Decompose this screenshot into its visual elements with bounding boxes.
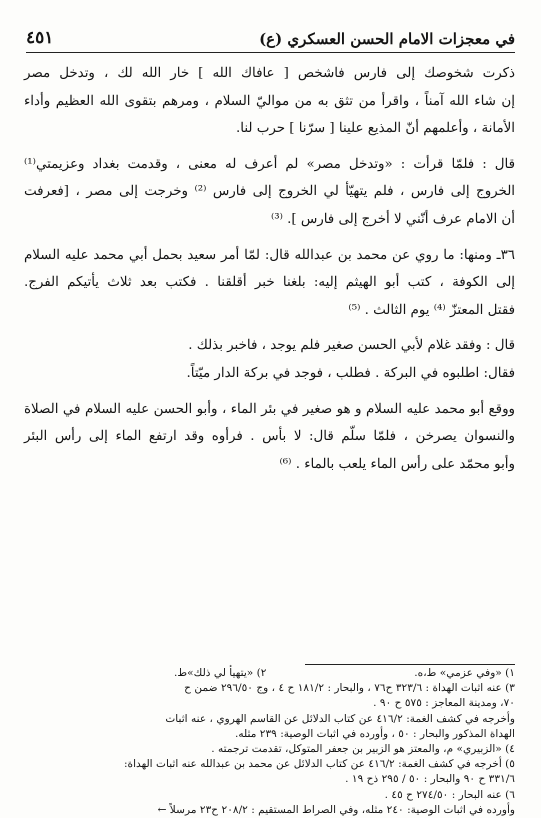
body-line: إن شاء الله آمناً ، واقرأ من تثق به من مواليّ السلام ، ومرهم بتقوى الله العظيم وأداء [24,93,515,109]
body-line: فقتل المعتزّ ⁽⁴⁾ يوم الثالث . ⁽⁵⁾ [348,302,515,318]
footnote-3-cont: الهداة المذكور والبحار : ٥٠ ، وأورده في اثبات الوصية: ٢٣٩ مثله. [234,727,515,740]
body-line: فقال: اطلبوه في البركة . فطلب ، فوجد في بركة الدار ميّتاً. [186,365,515,381]
body-line: الخروج إلى فارس ، فلم يتهيّأ لي الخروج إلى فارس ⁽²⁾ وخرجت إلى مصر ، [فعرفت [24,184,515,200]
body-line: وأبو محمّد على رأس الماء يلعب بالماء . ⁽⁶⁾ [279,456,515,472]
body-line: الأمانة ، وأعلمهم أنّ المذيع علينا [ سرّنا ] حرب لنا. [236,121,515,137]
footnotes [24,666,515,818]
header-rule [26,52,515,53]
footnote-3: ٣) عنه اثبات الهداة : ٣٢٣/٦ ح٧٦ ، والبحار : ١٨١/٢ ح ٤ ، وج ٢٩٦/٥٠ ضمن ح [184,682,515,695]
body-line: قال : فلمّا قرأت : «وتدخل مصر» لم أعرف له معنى ، وقدمت بغداد وعزيمتي⁽¹⁾ [24,156,515,172]
page-number: ٤٥١ [26,28,54,48]
footnote-3-cont: وأخرجه في كشف الغمة: ٤١٦/٢ عن كتاب الدلائل عن القاسم الهروي ، عنه اثبات [165,712,515,725]
footnote-row [24,666,515,681]
body-line: أن الامام عرف أنّني لا أخرج إلى فارس ]. ⁽³⁾ [270,211,515,227]
body-line: ذكرت شخوصك إلى فارس فاشخص [ عافاك الله ] خار الله لك ، وتدخل مصر [24,66,515,81]
footnote-5: ٥) أخرجه في كشف الغمة: ٤١٦/٢ عن كتاب الدلائل عن محمد بن عبدالله عنه اثبات الهداة: [123,758,515,771]
footnote-4: ٤) «الزبيري» م، والمعتز هو الزبير بن جعفر المتوكل، تقدمت ترجمته . [211,743,515,756]
running-title: في معجزات الامام الحسن العسكري (ع) [259,30,515,48]
footnote-6: ٦) عنه البحار : ٢٧٤/٥٠ ح ٤٥ . [384,788,515,801]
body-line: ووقع أبو محمد عليه السلام و هو صغير في بئر الماء ، وأبو الحسن عليه السلام في الصلاة [24,401,515,417]
body-line: إلى الكوفة ، كتب أبو الهيثم إليه: بلغنا خبر أقلقنا . فكتب بعد ثلاث يأتيكم الفرج. [24,275,515,291]
body-line: قال : وفقد غلام لأبي الحسن صغير فلم يوجد ، فاخبر بذلك . [188,338,515,354]
footnote-6-cont: وأورده في اثبات الوصية: ٢٤٠ مثله، وفي الصراط المستقيم : ٢٠٨/٢ ح٢٣ مرسلاً ← [157,803,515,816]
footnote-5-cont: ٣٣١/٦ ح ٩٠ والبحار : ٥٠ / ٢٩٥ ذح ١٩ . [345,773,515,786]
body-line: ٣٦ـ ومنها: ما روي عن محمد بن عبدالله قال: لمّا أمر سعيد بحمل أبي محمد عليه السلام [24,247,515,263]
footnote-2: ٢) «يتهيأ لي ذلك»ط. [174,667,267,679]
body-line: والنسوان يصرخن ، فلمّا سلّم قال: لا بأس . فرأوه وقد ارتفع الماء إلى رأس البئر [24,429,515,445]
footnote-1: ١) «وفي عزمي» ط،ه. [414,667,515,679]
body-text [24,60,515,478]
page-header [26,22,515,48]
footnote-rule [305,664,515,665]
footnote-3-cont: ٧٠، ومدينة المعاجز : ٥٧٥ ح ٩٠ . [373,697,515,710]
